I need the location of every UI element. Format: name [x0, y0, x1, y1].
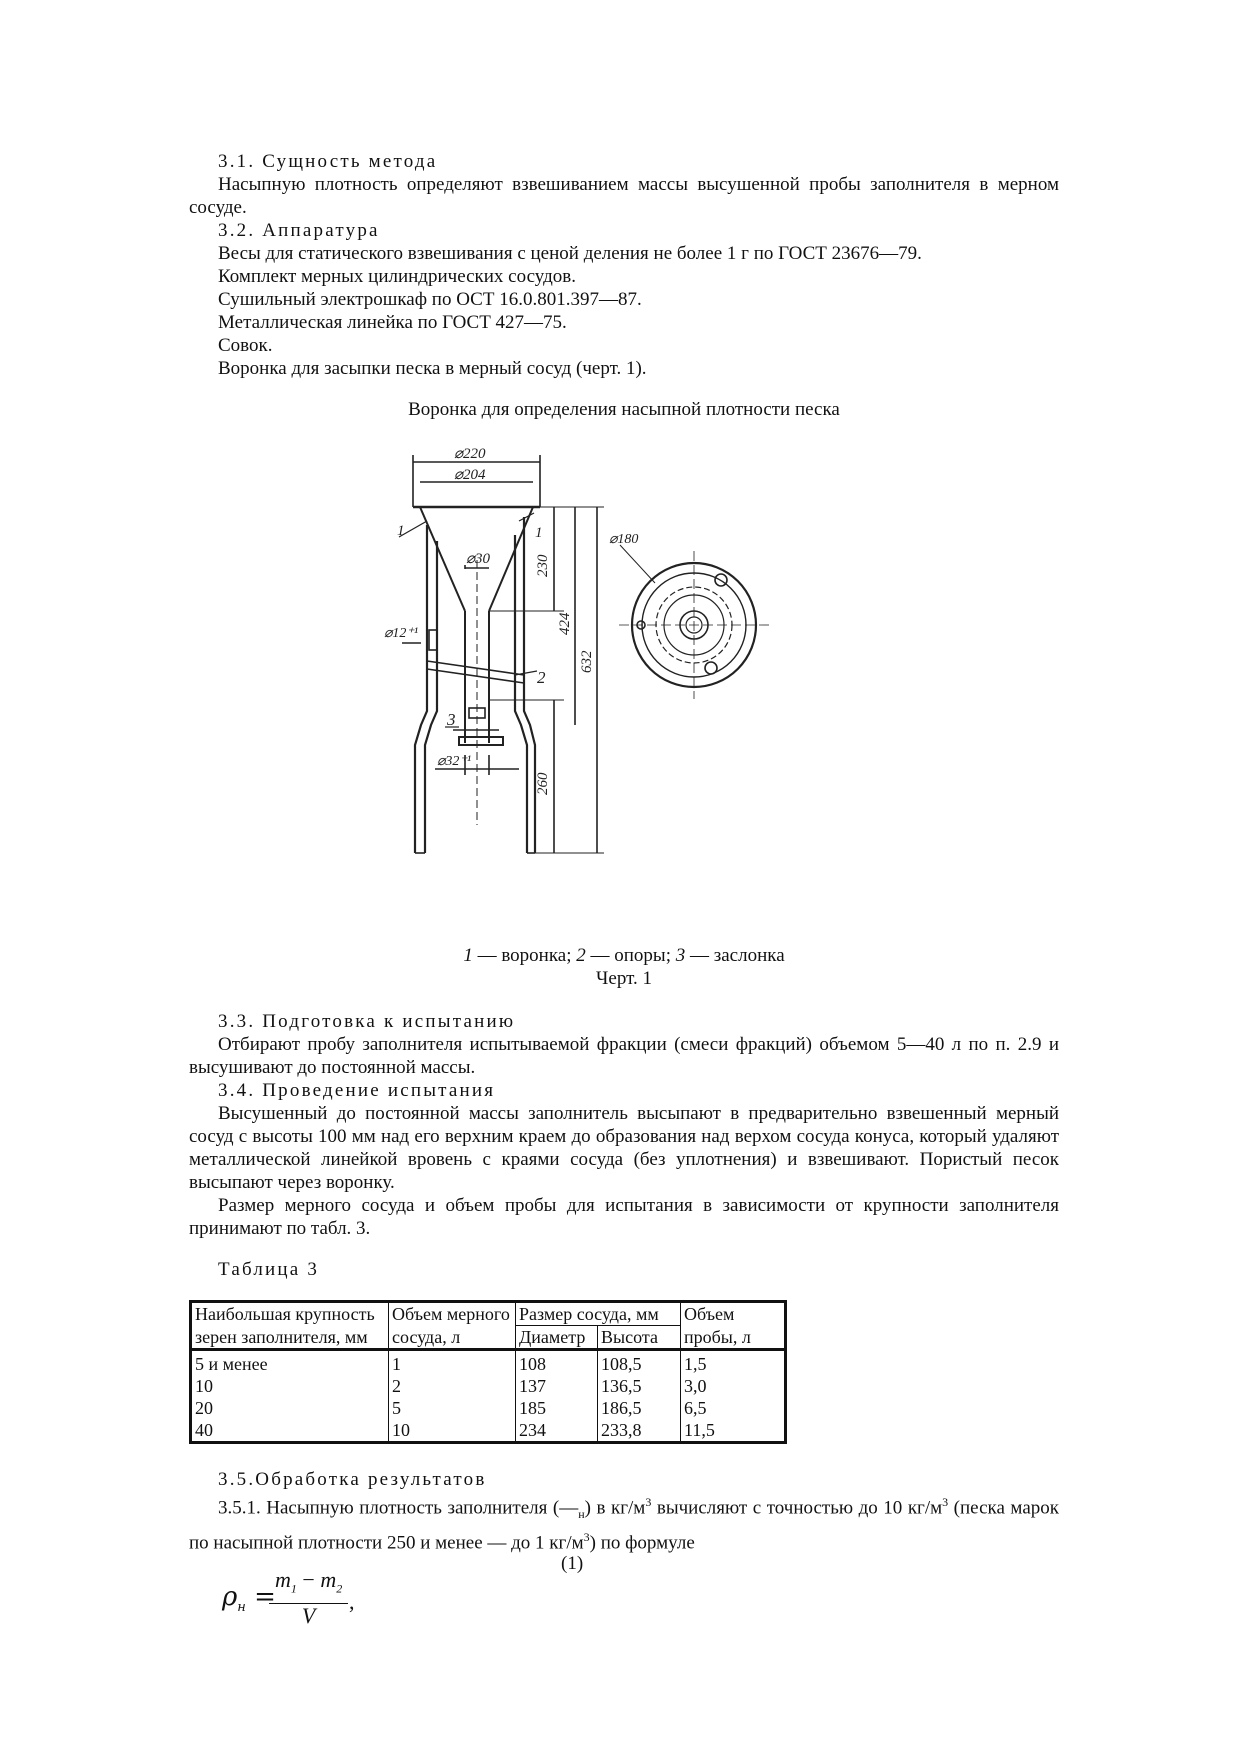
table-cell: 108 [516, 1350, 598, 1376]
table-header-row [191, 1326, 786, 1350]
table-header-cell: Объем [681, 1302, 786, 1326]
table-cell: 233,8 [598, 1419, 681, 1443]
dim-d30: ⌀30 [466, 551, 491, 567]
table-cell: 5 [389, 1397, 516, 1419]
section-3-5-heading: 3.5.Обработка результатов [218, 1469, 487, 1490]
dim-h632: 632 [579, 650, 595, 673]
section-3-3-text: Отбирают пробу заполнителя испытываемой фракции (смеси фракций) объемом 5—40 л по п. 2.9 и высушивают до постоянной массы. [189, 1034, 1059, 1078]
table-cell: 5 и менее [191, 1350, 389, 1376]
table-header-cell: Высота [598, 1326, 681, 1350]
dim-h230: 230 [535, 554, 551, 577]
table-row [191, 1350, 786, 1376]
funnel-drawing-svg [189, 425, 1059, 940]
table-cell: 1,5 [681, 1350, 786, 1376]
table-cell: 40 [191, 1419, 389, 1443]
equation-number: (1) [561, 1553, 584, 1575]
table-header-cell: пробы, л [681, 1326, 786, 1350]
table-cell: 3,0 [681, 1375, 786, 1397]
section-3-4-text: Высушенный до постоянной массы заполнитель высыпают в предварительно взвешенный мерный сосуд с высоты 100 мм над его верхним краем до образования над верхом сосуда конуса, который удаляют металлической линейкой вровень с краями сосуда (без уплотнения) и взвешивают. Пористый песок высыпают через воронку. [189, 1103, 1059, 1193]
figure-title: Воронка для определения насыпной плотности песка [408, 399, 840, 420]
dim-d204: ⌀204 [454, 467, 486, 483]
table-header-cell: зерен заполнителя, мм [191, 1326, 389, 1350]
dim-h424: 424 [557, 612, 573, 635]
dim-d220: ⌀220 [454, 446, 486, 462]
table-cell: 10 [191, 1375, 389, 1397]
leader-label-1: 1 [397, 523, 405, 539]
formula-numerator: $m_1 - m_2$ [269, 1568, 348, 1603]
funnel-drawing [189, 425, 1059, 940]
section-3-4-heading: 3.4. Проведение испытания [218, 1080, 496, 1101]
dim-d180: ⌀180 [609, 532, 639, 547]
leader-label-3: 3 [447, 710, 456, 729]
dim-d32: ⌀32⁺¹ [437, 754, 472, 769]
section-3-3-heading: 3.3. Подготовка к испытанию [218, 1011, 516, 1032]
table-header-cell: Размер сосуда, мм [516, 1302, 681, 1326]
leader-label-1: 1 [535, 525, 543, 541]
table-title: Таблица 3 [218, 1259, 320, 1280]
table-cell: 186,5 [598, 1397, 681, 1419]
section-3-2-heading: 3.2. Аппаратура [218, 220, 380, 241]
support-leg-right [515, 535, 527, 853]
table-cell: 185 [516, 1397, 598, 1419]
section-3-5-1-text: 3.5.1. Насыпную плотность заполнителя $(—_н)$ в $кг/м^3$ вычисляют с точностью до 10 $кг/м^3$ (песка марок по насыпной плотности 250 и менее — до 1 $кг/м^3$) по формуле [189, 1495, 1059, 1554]
plan-leg [705, 662, 717, 674]
table-row [191, 1375, 786, 1397]
section-3-4-text: Размер мерного сосуда и объем пробы для испытания в зависимости от крупности заполнителя принимают по табл. 3. [189, 1195, 1059, 1239]
document-page [189, 150, 1059, 1626]
apparatus-item: Весы для статического взвешивания с ценой деления не более 1 г по ГОСТ 23676—79. [218, 243, 922, 264]
table-cell: 1 [389, 1350, 516, 1376]
table-header-row [191, 1302, 786, 1326]
table-cell: 11,5 [681, 1419, 786, 1443]
table-row [191, 1419, 786, 1443]
brace [427, 661, 524, 675]
table-cell: 2 [389, 1375, 516, 1397]
figure-label: Черт. 1 [596, 968, 652, 989]
apparatus-item: Воронка для засыпки песка в мерный сосуд (черт. 1). [218, 358, 647, 379]
leader-2 [515, 671, 537, 675]
bolt [429, 630, 437, 650]
d180-leader [620, 545, 655, 583]
formula-fraction [269, 1568, 348, 1626]
table-row [191, 1397, 786, 1419]
dim-h260: 260 [535, 772, 551, 795]
formula-1 [189, 1553, 1059, 1628]
table-3 [189, 1300, 787, 1444]
support-leg-right-inner [524, 517, 535, 853]
apparatus-item: Комплект мерных цилиндрических сосудов. [218, 266, 576, 287]
leader-label-2: 2 [537, 668, 546, 687]
table-header-cell: сосуда, л [389, 1326, 516, 1350]
section-3-1-heading: 3.1. Сущность метода [218, 151, 438, 172]
dim-d12: ⌀12⁺¹ [384, 626, 419, 641]
table-cell: 136,5 [598, 1375, 681, 1397]
table-cell: 10 [389, 1419, 516, 1443]
funnel-wall [489, 507, 533, 611]
section-3-1-text: Насыпную плотность определяют взвешиванием массы высушенной пробы заполнителя в мерном сосуде. [189, 174, 1059, 218]
table-header-cell: Наибольшая крупность [191, 1302, 389, 1326]
table-header-cell: Объем мерного [389, 1302, 516, 1326]
formula-lhs: $\rho_н$ = [222, 1582, 276, 1616]
table-cell: 108,5 [598, 1350, 681, 1376]
formula-comma: , [349, 1589, 355, 1615]
apparatus-item: Металлическая линейка по ГОСТ 427—75. [218, 312, 567, 333]
brace [427, 669, 524, 683]
table-cell: 20 [191, 1397, 389, 1419]
table-cell: 137 [516, 1375, 598, 1397]
table-header-cell: Диаметр [516, 1326, 598, 1350]
apparatus-item: Сушильный электрошкаф по ОСТ 16.0.801.397—87. [218, 289, 642, 310]
formula-denominator: V [301, 1602, 316, 1628]
table-cell: 6,5 [681, 1397, 786, 1419]
figure-caption: 1 — воронка; 2 — опоры; 3 — заслонка [463, 945, 785, 966]
table-cell: 234 [516, 1419, 598, 1443]
apparatus-item: Совок. [218, 335, 273, 356]
